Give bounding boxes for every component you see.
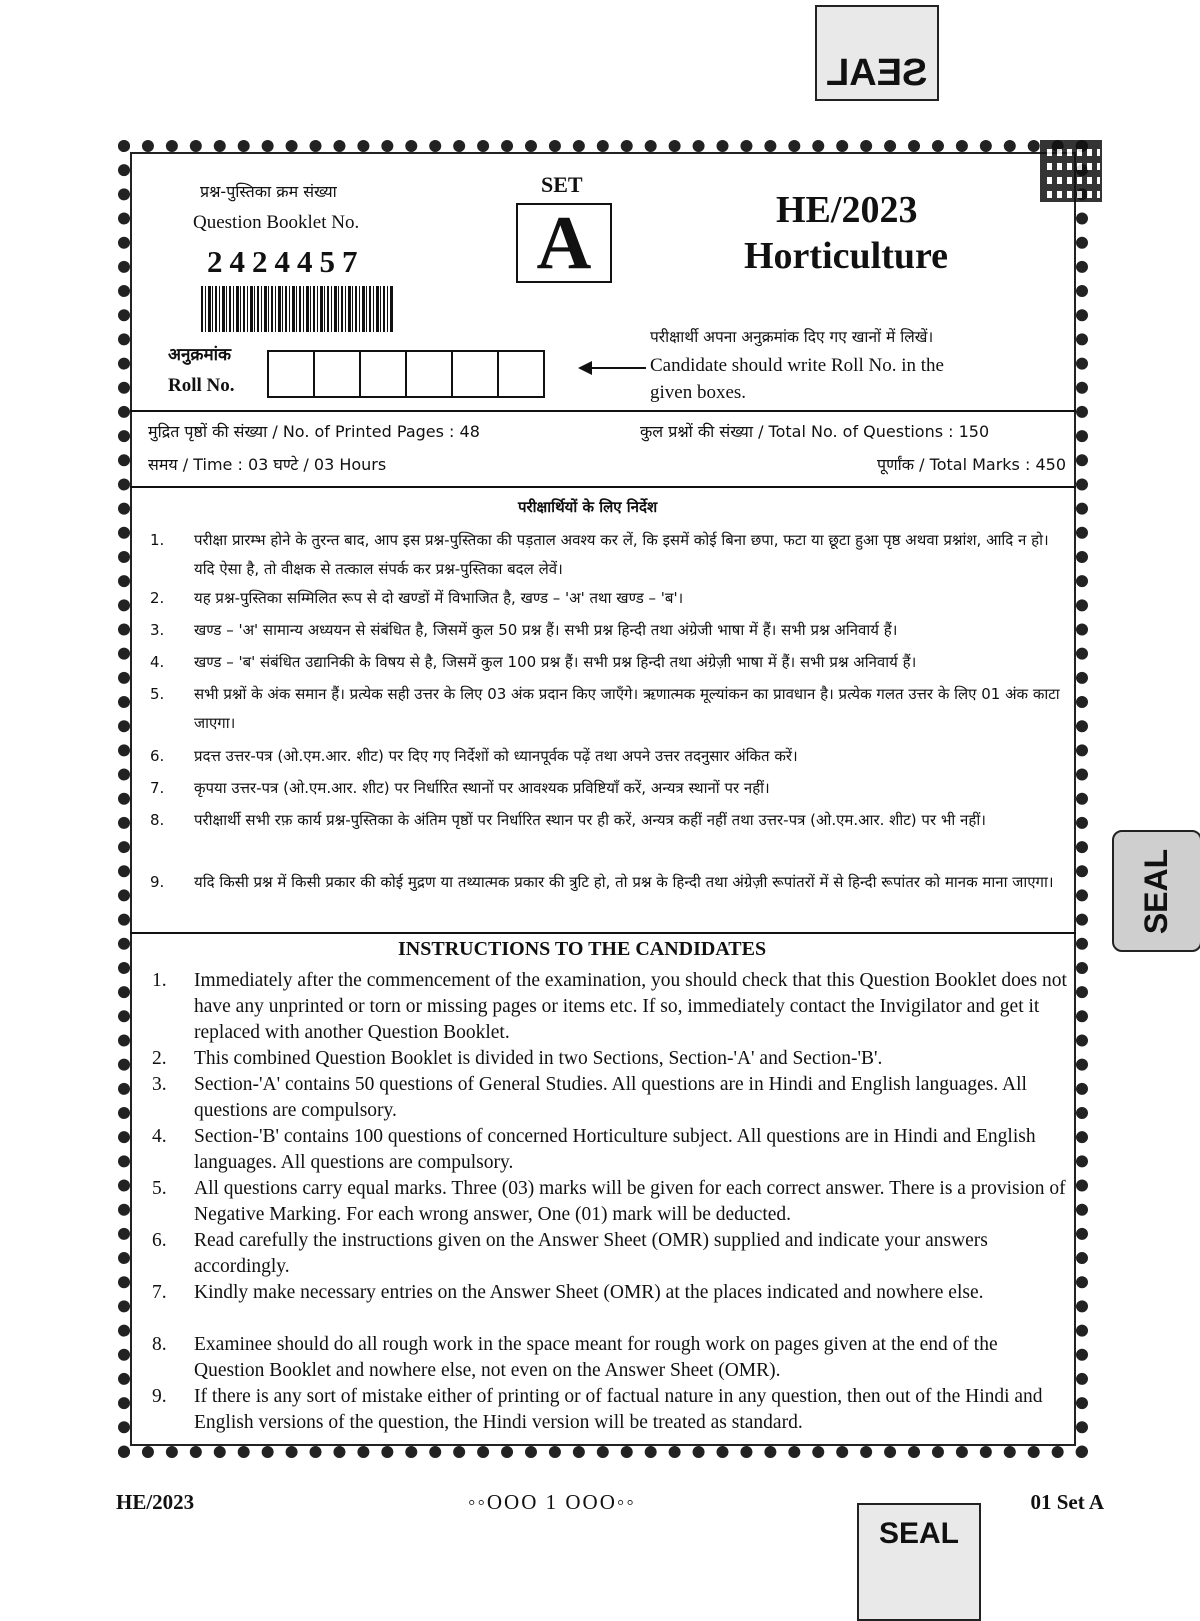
booklet-number: 2424457: [207, 244, 365, 279]
list-item: 1. Immediately after the commencement of the examination, you should check that this Question Booklet does not have any unprinted or torn or missing pages or items etc. If so, immediately contact the Invigilator and get it replaced with another Question Booklet.: [152, 970, 1067, 1043]
booklet-label-english: Question Booklet No.: [193, 212, 360, 233]
roll-instruction-hindi: परीक्षार्थी अपना अनुक्रमांक दिए गए खानों में लिखें।: [650, 328, 934, 346]
list-item: 6. प्रदत्त उत्तर-पत्र (ओ.एम.आर. शीट) पर दिए गए निर्देशों को ध्यानपूर्वक पढ़ें तथा अपने उत्तर तदनुसार अंकित करें।: [150, 747, 798, 765]
list-item: 9. If there is any sort of mistake either of printing or of factual nature in any question, then out of the Hindi and English versions of the question, the Hindi version will be treated as standard.: [152, 1386, 1043, 1433]
qr-code-icon: [1040, 140, 1102, 202]
total-marks: पूर्णांक / Total Marks : 450: [877, 455, 1066, 474]
hindi-instructions-title: परीक्षार्थियों के लिए निर्देश: [518, 498, 658, 516]
exam-code: HE/2023: [776, 189, 918, 231]
roll-box: [405, 350, 453, 398]
total-questions: कुल प्रश्नों की संख्या / Total No. of Questions : 150: [640, 422, 990, 441]
arrow-left-icon: [580, 367, 646, 369]
roll-box: [359, 350, 407, 398]
divider: [130, 410, 1076, 412]
barcode-icon: [201, 286, 393, 332]
list-item: 7. कृपया उत्तर-पत्र (ओ.एम.आर. शीट) पर निर्धारित स्थानों पर आवश्यक प्रविष्टियाँ करें, अन्यत्र स्थानों पर नहीं।: [150, 779, 770, 797]
english-instructions-title: INSTRUCTIONS TO THE CANDIDATES: [398, 938, 767, 960]
roll-instruction-english-1: Candidate should write Roll No. in the: [650, 355, 944, 376]
footer-page-number: ◦◦OOO 1 OOO◦◦: [468, 1490, 636, 1514]
list-item: 8. Examinee should do all rough work in the space meant for rough work on pages given at the end of the Question Booklet and nowhere else, not even on the Answer Sheet (OMR).: [152, 1334, 998, 1381]
list-item: 5. सभी प्रश्नों के अंक समान हैं। प्रत्येक सही उत्तर के लिए 03 अंक प्रदान किए जाएँगे। ऋणात्मक मूल्यांकन का प्रावधान है। प्रत्येक गलत उत्तर के लिए 01 अंक काटा जाएगा।: [150, 685, 1060, 732]
list-item: 7. Kindly make necessary entries on the Answer Sheet (OMR) at the places indicated and nowhere else.: [152, 1282, 984, 1303]
list-item: 6. Read carefully the instructions given on the Answer Sheet (OMR) supplied and indicate your answers accordingly.: [152, 1230, 988, 1277]
list-item: 1. परीक्षा प्रारम्भ होने के तुरन्त बाद, आप इस प्रश्न-पुस्तिका की पड़ताल अवश्य कर लें, कि इसमें कोई बिना छपा, फटा या छूटा हुआ पृष्ठ अथवा प्रश्नांश, आदि न हो। यदि ऐसा है, तो वीक्षक से तत्काल संपर्क कर प्रश्न-पुस्तिका बदल लेवें।: [150, 531, 1049, 578]
hindi-instructions-list: [150, 526, 1070, 926]
printed-pages: मुद्रित पृष्ठों की संख्या / No. of Printed Pages : 48: [148, 422, 480, 441]
set-label: SET: [541, 172, 583, 197]
seal-stamp-top: SEAL: [815, 5, 939, 101]
roll-box: [313, 350, 361, 398]
seal-stamp-bottom: SEAL: [857, 1503, 981, 1621]
roll-box: [267, 350, 315, 398]
list-item: 5. All questions carry equal marks. Three (03) marks will be given for each correct answer. There is a provision of Negative Marking. For each wrong answer, One (01) mark will be deducted.: [152, 1178, 1066, 1225]
list-item: 2. यह प्रश्न-पुस्तिका सम्मिलित रूप से दो खण्डों में विभाजित है, खण्ड – 'अ' तथा खण्ड – 'ब'।: [150, 589, 684, 607]
set-value-box: A: [516, 203, 612, 283]
exam-time: समय / Time : 03 घण्टे / 03 Hours: [148, 455, 387, 474]
roll-number-boxes: [269, 350, 545, 398]
roll-label-hindi: अनुक्रमांक: [168, 345, 232, 365]
footer-set-label: 01 Set A: [1030, 1490, 1104, 1514]
roll-label-english: Roll No.: [168, 375, 235, 396]
list-item: 4. Section-'B' contains 100 questions of concerned Horticulture subject. All questions are in Hindi and English languages. All questions are compulsory.: [152, 1126, 1036, 1173]
roll-instruction-english-2: given boxes.: [650, 382, 747, 403]
list-item: 9. यदि किसी प्रश्न में किसी प्रकार की कोई मुद्रण या तथ्यात्मक प्रकार की त्रुटि हो, तो प्रश्न के हिन्दी तथा अंग्रेज़ी रूपांतरों में से हिन्दी रूपांतर को मानक माना जाएगा।: [150, 873, 1054, 891]
subject-title: Horticulture: [744, 235, 949, 277]
english-instructions-list: [148, 968, 1070, 1436]
list-item: 8. परीक्षार्थी सभी रफ़ कार्य प्रश्न-पुस्तिका के अंतिम पृष्ठों पर निर्धारित स्थान पर ही करें, अन्यत्र कहीं नहीं तथा उत्तर-पत्र (ओ.एम.आर. शीट) पर भी नहीं।: [150, 811, 986, 829]
roll-box: [497, 350, 545, 398]
list-item: 2. This combined Question Booklet is divided in two Sections, Section-'A' and Section-'B'.: [152, 1048, 883, 1069]
booklet-label-hindi: प्रश्न-पुस्तिका क्रम संख्या: [200, 182, 337, 201]
divider: [130, 486, 1076, 488]
roll-box: [451, 350, 499, 398]
divider: [130, 932, 1076, 934]
seal-stamp-side: SEAL: [1112, 830, 1200, 952]
list-item: 4. खण्ड – 'ब' संबंधित उद्यानिकी के विषय से है, जिसमें कुल 100 प्रश्न हैं। सभी प्रश्न हिन्दी तथा अंग्रेज़ी भाषा में हैं। सभी प्रश्न अनिवार्य हैं।: [150, 653, 917, 671]
footer-exam-code: HE/2023: [116, 1490, 195, 1514]
list-item: 3. खण्ड – 'अ' सामान्य अध्ययन से संबंधित है, जिसमें कुल 50 प्रश्न हैं। सभी प्रश्न हिन्दी तथा अंग्रेजी भाषा में हैं। सभी प्रश्न अनिवार्य हैं।: [150, 621, 898, 639]
list-item: 3. Section-'A' contains 50 questions of General Studies. All questions are in Hindi and English languages. All questions are compulsory.: [152, 1074, 1027, 1121]
